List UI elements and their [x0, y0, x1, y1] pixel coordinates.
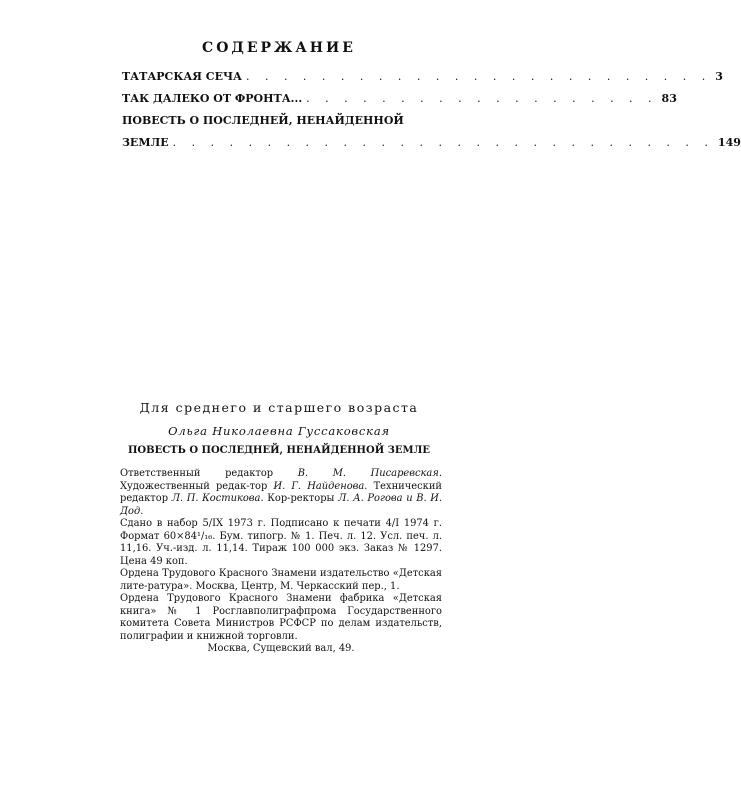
printer-info: Ордена Трудового Красного Знамени фабрика «Детская книга» № 1 Росглавполиграфпрома Государственного комитета Совета Министров РСФСР по делам издательств, полиграфии и книжной торговли. [120, 593, 442, 642]
proofreaders-label: . Кор-ректоры [260, 493, 339, 504]
credits-paragraph [120, 468, 442, 518]
toc-entry-page: 149 [717, 136, 741, 149]
art-editor-label: . Художественный редак-тор [120, 468, 442, 492]
imprint-block [120, 468, 442, 656]
audience-note: Для среднего и старшего возраста [139, 400, 419, 415]
editor-name: В. М. Писаревская [297, 468, 439, 479]
toc-leader-dots: . . . . . . . . . . . . . . . . . . . [306, 92, 658, 105]
author-name: Ольга Николаевна Гуссаковская [168, 424, 390, 438]
toc-entry-page: 83 [661, 92, 677, 105]
credits-end: . [140, 505, 144, 517]
tech-editor-label: . Технический редактор [120, 480, 442, 504]
publisher-info: Ордена Трудового Красного Знамени издательство «Детская лите-ратура». Москва, Центр, М. Черкасский пер., 1. [120, 568, 442, 592]
toc-leader-dots: . . . . . . . . . . . . . . . . . . . . . . . . . [245, 70, 712, 83]
art-editor-name: И. Г. Найденова [273, 480, 365, 492]
toc-entry-title: ТАК ДАЛЕКО ОТ ФРОНТА... [122, 92, 303, 105]
editor-label: Ответственный редактор [120, 468, 298, 479]
print-details: Сдано в набор 5/IX 1973 г. Подписано к печати 4/I 1974 г. Формат 60×84¹/₁₆. Бум. типогр. № 1. Печ. л. 12. Усл. печ. л. 11,16. Уч.-изд. л. 11,14. Тираж 100 000 экз. Заказ № 1297. Цена 49 коп. [120, 518, 442, 567]
toc-entry-title: ТАТАРСКАЯ СЕЧА [122, 70, 242, 83]
toc-entry-title: ПОВЕСТЬ О ПОСЛЕДНЕЙ, НЕНАЙДЕННОЙ [122, 114, 404, 127]
tech-editor-name: Л. П. Костикова [171, 493, 261, 504]
printer-address: Москва, Сущевский вал, 49. [207, 643, 355, 654]
toc-entry [122, 92, 677, 114]
proofreaders-names: Л. А. Рогова и В. И. Дод [120, 493, 442, 517]
toc-entry-title: ЗЕМЛЕ [122, 136, 169, 149]
toc-entry [122, 114, 438, 136]
toc-leader-dots: . . . . . . . . . . . . . . . . . . . . . . . . . . . . . [172, 136, 714, 149]
toc-entry [122, 70, 723, 92]
contents-heading: СОДЕРЖАНИЕ [202, 40, 356, 56]
book-title: ПОВЕСТЬ О ПОСЛЕДНЕЙ, НЕНАЙДЕННОЙ ЗЕМЛЕ [127, 445, 431, 456]
toc-entry [122, 136, 741, 158]
table-of-contents [122, 70, 741, 158]
toc-entry-page: 3 [715, 70, 723, 83]
